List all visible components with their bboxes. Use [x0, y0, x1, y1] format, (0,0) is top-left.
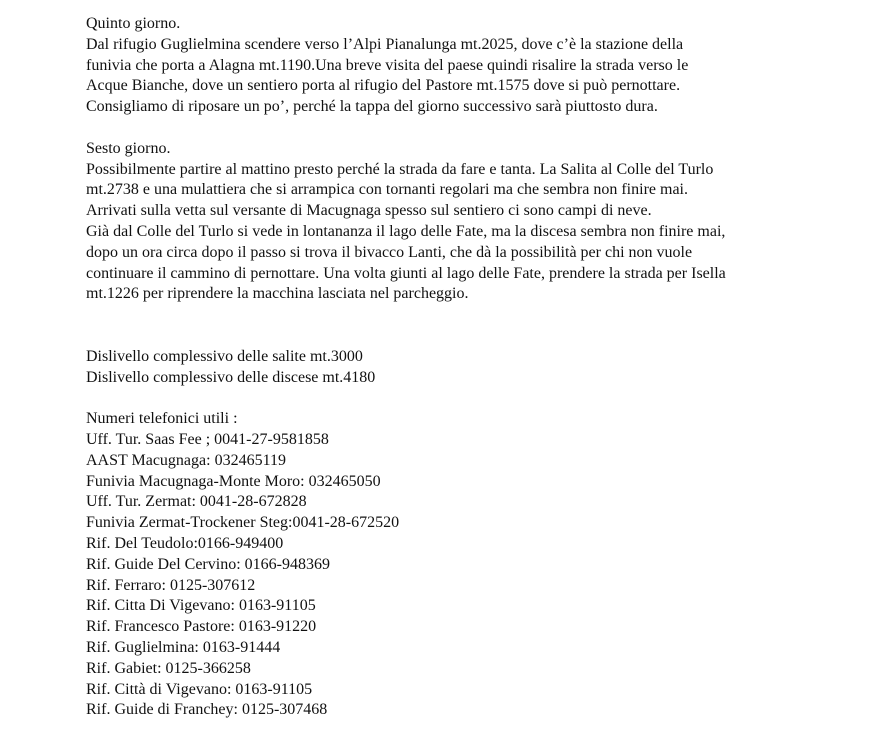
phone-entry: Rif. Città di Vigevano: 0163-91105 — [86, 680, 313, 698]
phone-entry: Rif. Francesco Pastore: 0163-91220 — [86, 618, 317, 636]
elevation-ascent: Dislivello complessivo delle salite mt.3000 — [86, 347, 363, 365]
day6-heading: Sesto giorno. — [86, 139, 171, 157]
day6-line: continuare il cammino di pernottare. Una volta giunti al lago delle Fate, prendere la strada per Isella — [86, 264, 726, 282]
day5-heading: Quinto giorno. — [86, 15, 181, 32]
day5-line: Acque Bianche, dove un sentiero porta al rifugio del Pastore mt.1575 dove si può pernottare. — [86, 77, 681, 95]
phone-entry: Uff. Tur. Zermat: 0041-28-672828 — [86, 493, 307, 511]
day5-line: funivia che porta a Alagna mt.1190.Una breve visita del paese quindi risalire la strada verso le — [86, 56, 689, 74]
day6-line: Già dal Colle del Turlo si vede in lontananza il lago delle Fate, ma la discesa sembra non finire mai, — [86, 222, 726, 240]
phone-entry: Rif. Guide di Franchey: 0125-307468 — [86, 701, 328, 719]
phone-entry: Uff. Tur. Saas Fee ; 0041-27-9581858 — [86, 430, 329, 448]
phone-entry: Rif. Ferraro: 0125-307612 — [86, 576, 256, 594]
day6-line: dopo un ora circa dopo il passo si trova il bivacco Lanti, che dà la possibilità per chi non vuole — [86, 243, 693, 261]
phone-entry: Rif. Del Teudolo:0166-949400 — [86, 534, 284, 552]
day6-line: mt.2738 e una mulattiera che si arrampica con tornanti regolari ma che sembra non finire mai. — [86, 181, 688, 199]
paragraph-spacer — [86, 326, 886, 347]
day6-line: mt.1226 per riprendere la macchina lasciata nel parcheggio. — [86, 285, 469, 303]
phone-entry: Rif. Gabiet: 0125-366258 — [86, 659, 251, 677]
elevation-descent: Dislivello complessivo delle discese mt.4180 — [86, 368, 376, 386]
phone-entry: Funivia Macugnaga-Monte Moro: 032465050 — [86, 472, 381, 490]
document-page[interactable] — [86, 14, 886, 721]
phone-entry: Funivia Zermat-Trockener Steg:0041-28-672520 — [86, 514, 400, 532]
paragraph-spacer — [86, 118, 886, 139]
phone-entry: AAST Macugnaga: 032465119 — [86, 451, 286, 469]
phone-entry: Rif. Guide Del Cervino: 0166-948369 — [86, 555, 330, 573]
paragraph-spacer — [86, 388, 886, 409]
day6-line: Arrivati sulla vetta sul versante di Macugnaga spesso sul sentiero ci sono campi di neve. — [86, 202, 652, 220]
day6-line: Possibilmente partire al mattino presto perché la strada da fare e tanta. La Salita al Colle del Turlo — [86, 160, 714, 178]
day5-line: Consigliamo di riposare un po’, perché la tappa del giorno successivo sarà piuttosto dura. — [86, 98, 658, 116]
phones-heading: Numeri telefonici utili : — [86, 410, 238, 428]
phone-entry: Rif. Guglielmina: 0163-91444 — [86, 638, 281, 656]
day5-line: Dal rifugio Guglielmina scendere verso l’Alpi Pianalunga mt.2025, dove c’è la stazione della — [86, 35, 684, 53]
phone-entry: Rif. Citta Di Vigevano: 0163-91105 — [86, 597, 316, 615]
paragraph-spacer — [86, 305, 886, 326]
